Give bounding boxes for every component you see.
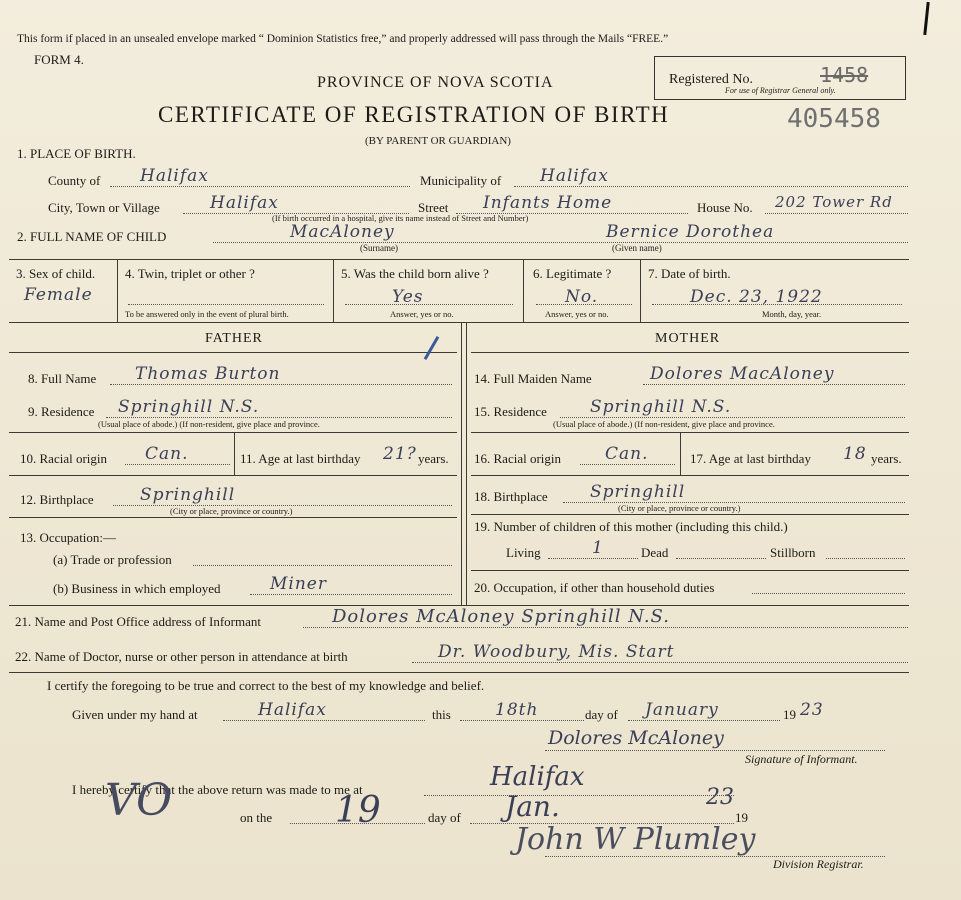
mother-racial-value: Can. <box>605 444 649 464</box>
father-age-label: 11. Age at last birthday <box>240 451 361 466</box>
mother-name-label: 14. Full Maiden Name <box>474 371 592 386</box>
informant-value: Dolores McAloney Springhill N.S. <box>332 606 670 627</box>
mother-name-value: Dolores MacAloney <box>650 364 835 384</box>
dob-note: Month, day, year. <box>762 309 822 319</box>
province-heading: PROVINCE OF NOVA SCOTIA <box>317 74 554 91</box>
father-birthplace-note: (City or place, province or country.) <box>170 506 293 516</box>
registrar-statement: I hereby certify that the above return was made to me at <box>72 782 363 797</box>
house-number-value: 202 Tower Rd <box>775 193 893 211</box>
certificate-title: CERTIFICATE OF REGISTRATION OF BIRTH <box>158 102 670 127</box>
given-month-value: January <box>645 700 719 720</box>
alive-label: 5. Was the child born alive ? <box>341 266 489 281</box>
registrar-general-note: For use of Registrar General only. <box>725 86 836 95</box>
informant-signature: Dolores McAloney <box>548 727 724 749</box>
doctor-label: 22. Name of Doctor, nurse or other person in attendance at birth <box>15 649 348 664</box>
child-surname-value: MacAloney <box>290 222 395 242</box>
given-at-label: Given under my hand at <box>72 707 198 722</box>
given-name-note: (Given name) <box>612 243 662 253</box>
mother-birthplace-label: 18. Birthplace <box>474 489 548 504</box>
child-given-name-value: Bernice Dorothea <box>606 222 775 242</box>
registrar-day-value: 19 <box>335 790 381 831</box>
legitimate-value: No. <box>565 287 599 307</box>
given-year-value: 23 <box>800 700 824 720</box>
place-of-birth-heading: 1. PLACE OF BIRTH. <box>17 146 136 161</box>
father-racial-label: 10. Racial origin <box>20 451 108 466</box>
surname-note: (Surname) <box>360 243 398 253</box>
informant-label: 21. Name and Post Office address of Informant <box>15 614 261 629</box>
father-residence-label: 9. Residence <box>28 404 95 419</box>
this-label: this <box>432 707 451 722</box>
dead-label: Dead <box>641 545 669 560</box>
registrar-year-prefix: 19 <box>735 810 748 825</box>
mother-age-unit: years. <box>871 451 902 466</box>
father-business-value: Miner <box>270 574 327 594</box>
doctor-value: Dr. Woodbury, Mis. Start <box>438 642 675 662</box>
form-number: FORM 4. <box>34 52 84 67</box>
father-heading: FATHER <box>205 331 263 346</box>
living-value: 1 <box>592 538 604 558</box>
street-value: Infants Home <box>483 193 613 213</box>
father-occupation-label: 13. Occupation:— <box>20 530 117 545</box>
registrar-signature: John W Plumley <box>515 822 756 857</box>
children-count-label: 19. Number of children of this mother (including this child.) <box>474 519 788 534</box>
mother-occupation-label: 20. Occupation, if other than household duties <box>474 580 715 595</box>
street-label: Street <box>418 200 449 215</box>
edge-mark <box>923 2 929 35</box>
father-age-unit: years. <box>418 451 449 466</box>
mother-residence-label: 15. Residence <box>474 404 547 419</box>
father-name-label: 8. Full Name <box>28 371 97 386</box>
mother-residence-value: Springhill N.S. <box>590 397 732 417</box>
father-racial-value: Can. <box>145 444 189 464</box>
municipality-label: Municipality of <box>420 173 502 188</box>
municipality-value: Halifax <box>540 166 609 186</box>
sex-label: 3. Sex of child. <box>16 266 96 281</box>
house-number-label: House No. <box>697 200 753 215</box>
city-value: Halifax <box>210 193 279 213</box>
alive-value: Yes <box>392 287 424 307</box>
mail-notice: This form if placed in an unsealed envelope marked “ Dominion Statistics free,” and properly addressed will pass through the Mails “FREE.” <box>17 33 669 45</box>
trade-label: (a) Trade or profession <box>53 552 172 567</box>
given-year-prefix: 19 <box>783 707 796 722</box>
registrar-month-value: Jan. <box>505 790 560 823</box>
twin-label: 4. Twin, triplet or other ? <box>125 266 255 281</box>
alive-note: Answer, yes or no. <box>390 309 454 319</box>
informant-signature-label: Signature of Informant. <box>745 752 858 766</box>
registered-label: Registered No. <box>669 72 753 87</box>
registration-box <box>654 56 906 100</box>
on-the-label: on the <box>240 810 273 825</box>
registrar-dayof-label: day of <box>428 810 461 825</box>
father-birthplace-label: 12. Birthplace <box>20 492 94 507</box>
registrar-signature-label: Division Registrar. <box>773 857 864 871</box>
child-name-label: 2. FULL NAME OF CHILD <box>17 229 167 244</box>
father-age-value: 21? <box>383 444 417 464</box>
registrar-year-value: 23 <box>706 785 734 810</box>
father-residence-note: (Usual place of abode.) (If non-resident, give place and province. <box>98 419 320 429</box>
mother-age-value: 18 <box>843 444 867 464</box>
father-residence-value: Springhill N.S. <box>118 397 260 417</box>
registrar-initials: VO <box>105 775 173 826</box>
stillborn-label: Stillborn <box>770 545 816 560</box>
father-birthplace-value: Springhill <box>140 485 236 505</box>
city-label: City, Town or Village <box>48 200 160 215</box>
legitimate-label: 6. Legitimate ? <box>533 266 612 281</box>
registrar-place-value: Halifax <box>490 762 585 792</box>
street-note: (If birth occurred in a hospital, give its name instead of Street and Number) <box>272 213 529 223</box>
mother-birthplace-value: Springhill <box>590 482 686 502</box>
mother-residence-note: (Usual place of abode.) (If non-resident, give place and province. <box>553 419 775 429</box>
certify-statement: I certify the foregoing to be true and correct to the best of my knowledge and belief. <box>47 678 485 693</box>
county-value: Halifax <box>140 166 209 186</box>
mother-age-label: 17. Age at last birthday <box>690 451 811 466</box>
business-label: (b) Business in which employed <box>53 581 221 596</box>
registered-number: 1458 <box>820 63 869 87</box>
dob-label: 7. Date of birth. <box>648 266 731 281</box>
father-name-value: Thomas Burton <box>135 364 281 384</box>
living-label: Living <box>506 545 541 560</box>
dob-value: Dec. 23, 1922 <box>690 287 823 307</box>
mother-heading: MOTHER <box>655 331 721 346</box>
legitimate-note: Answer, yes or no. <box>545 309 609 319</box>
stamped-number: 405458 <box>787 104 881 134</box>
county-label: County of <box>48 173 101 188</box>
given-dayof-label: day of <box>585 707 618 722</box>
given-place-value: Halifax <box>258 700 327 720</box>
ink-mark <box>424 336 440 360</box>
twin-note: To be answered only in the event of plural birth. <box>125 309 289 319</box>
sex-value: Female <box>24 285 93 305</box>
given-day-value: 18th <box>495 700 539 720</box>
mother-racial-label: 16. Racial origin <box>474 451 562 466</box>
mother-birthplace-note: (City or place, province or country.) <box>618 503 741 513</box>
certificate-subtitle: (BY PARENT OR GUARDIAN) <box>365 135 511 147</box>
